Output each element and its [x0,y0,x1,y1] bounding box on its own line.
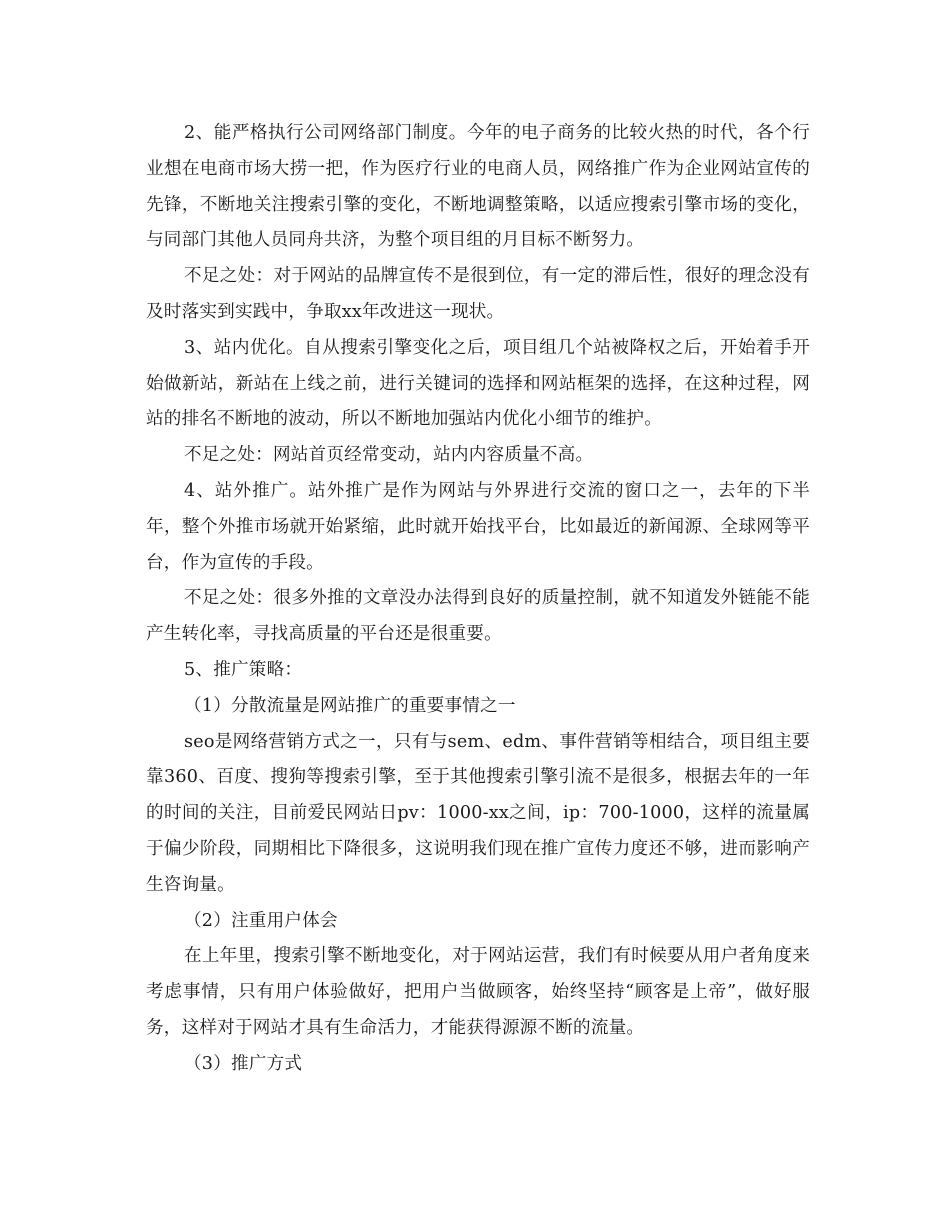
paragraph-user-experience: 在上年里，搜索引擎不断地变化，对于网站运营，我们有时候要从用户者角度来考虑事情，只有用户体验做好，把用户当做顾客，始终坚持“顾客是上帝”，做好服务，这样对于网站才具有生命活力，才能获得源源不断的流量。 [146,946,810,1038]
paragraph-subheading-1: （1）分散流量是网站推广的重要事情之一 [184,695,516,716]
paragraph-item-4: 4、站外推广。站外推广是作为网站与外界进行交流的窗口之一，去年的下半年，整个外推市场就开始紧缩，此时就开始找平台，比如最近的新闻源、全球网等平台，作为宣传的手段。 [146,480,810,573]
paragraph-subheading-3: （3）推广方式 [184,1053,303,1074]
paragraph-subheading-2: （2）注重用户体会 [184,910,338,931]
paragraph-item-5-heading: 5、推广策略： [184,659,303,680]
paragraph-shortcoming-brand: 不足之处：对于网站的品牌宣传不是很到位，有一定的滞后性，很好的理念没有及时落实到实践中，争取xx年改进这一现状。 [146,266,810,322]
paragraph-shortcoming-external: 不足之处：很多外推的文章没办法得到良好的质量控制，就不知道发外链能不能产生转化率，寻找高质量的平台还是很重要。 [146,588,810,645]
paragraph-item-3: 3、站内优化。自从搜索引擎变化之后，项目组几个站被降权之后，开始着手开始做新站，新站在上线之前，进行关键词的选择和网站框架的选择，在这种过程，网站的排名不断地的波动，所以不断地加强站内优化小细节的维护。 [146,337,810,430]
document-body [146,116,810,1083]
paragraph-item-2: 2、能严格执行公司网络部门制度。今年的电子商务的比较火热的时代，各个行业想在电商市场大捞一把，作为医疗行业的电商人员，网络推广作为企业网站宣传的先锋，不断地关注搜索引擎的变化，不断地调整策略，以适应搜索引擎市场的变化，与同部门其他人员同舟共济，为整个项目组的月目标不断努力。 [146,123,810,251]
paragraph-seo: seo是网络营销方式之一，只有与sem、edm、事件营销等相结合，项目组主要靠360、百度、搜狗等搜索引擎，至于其他搜索引擎引流不是很多，根据去年的一年的时间的关注，目前爱民网站日pv：1000-xx之间，ip：700-1000，这样的流量属于偏少阶段，同期相比下降很多，这说明我们现在推广宣传力度还不够，进而影响产生咨询量。 [146,731,810,895]
paragraph-shortcoming-homepage: 不足之处：网站首页经常变动，站内内容质量不高。 [184,445,594,466]
